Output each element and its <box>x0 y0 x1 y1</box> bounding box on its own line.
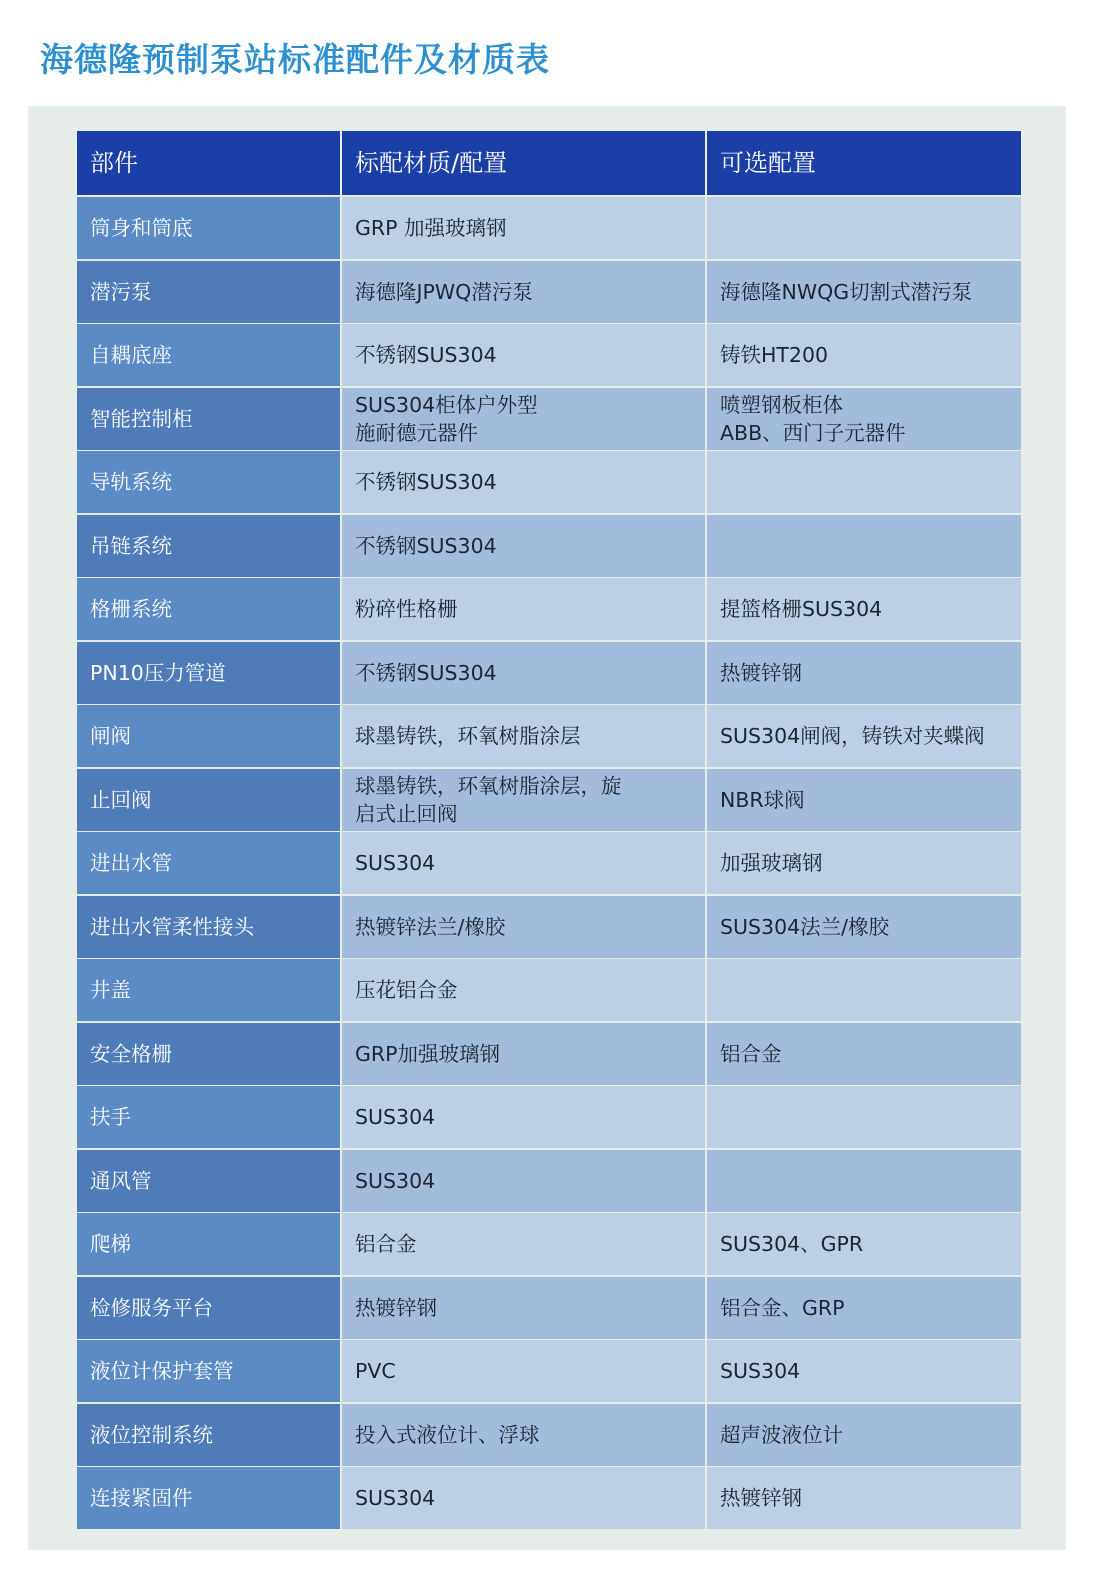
part-cell: 扶手 <box>77 1086 340 1148</box>
optional-cell-line: 热镀锌钢 <box>720 1486 802 1510</box>
standard-cell <box>342 769 705 831</box>
standard-cell <box>342 388 705 450</box>
standard-cell <box>342 515 705 577</box>
part-cell: 爬梯 <box>77 1213 340 1275</box>
standard-cell-line: SUS304 <box>355 1486 436 1510</box>
standard-cell-line: SUS304柜体户外型 <box>355 392 538 417</box>
optional-cell-line: SUS304闸阀，铸铁对夹蝶阀 <box>720 724 985 748</box>
table-header-row <box>77 131 1021 195</box>
part-cell: 闸阀 <box>77 705 340 767</box>
optional-cell-line: NBR球阀 <box>720 787 805 812</box>
part-cell: 进出水管柔性接头 <box>77 896 340 958</box>
part-cell: 自耦底座 <box>77 324 340 386</box>
standard-cell <box>342 578 705 640</box>
part-cell: 液位计保护套管 <box>77 1340 340 1402</box>
standard-cell <box>342 197 705 259</box>
optional-cell-line: SUS304 <box>720 1359 801 1383</box>
standard-cell-line: 粉碎性格栅 <box>355 597 458 621</box>
standard-cell <box>342 1213 705 1275</box>
header-part: 部件 <box>77 131 340 195</box>
standard-cell <box>342 1340 705 1402</box>
standard-cell-line: 热镀锌钢 <box>355 1295 437 1320</box>
optional-cell <box>707 515 1021 577</box>
standard-cell-line: 热镀锌法兰/橡胶 <box>355 914 506 939</box>
standard-cell-line: SUS304 <box>355 1105 436 1129</box>
standard-cell <box>342 1023 705 1085</box>
table-row <box>77 515 1021 577</box>
standard-cell-line: 施耐德元器件 <box>355 420 478 445</box>
table-row <box>77 388 1021 450</box>
standard-cell-line: 球墨铸铁，环氧树脂涂层，旋 <box>355 773 622 798</box>
part-cell: 止回阀 <box>77 769 340 831</box>
table-row <box>77 896 1021 958</box>
table-row <box>77 1086 1021 1148</box>
table-row <box>77 1404 1021 1466</box>
optional-cell <box>707 959 1021 1021</box>
optional-cell <box>707 261 1021 323</box>
standard-cell-line: SUS304 <box>355 851 436 875</box>
standard-cell <box>342 896 705 958</box>
table-row <box>77 1150 1021 1212</box>
table-row <box>77 1023 1021 1085</box>
optional-cell-line: ABB、西门子元器件 <box>720 420 906 445</box>
standard-cell-line: 球墨铸铁，环氧树脂涂层 <box>355 724 581 748</box>
table-row <box>77 451 1021 513</box>
standard-cell <box>342 451 705 513</box>
table-row <box>77 959 1021 1021</box>
optional-cell <box>707 1150 1021 1212</box>
optional-cell-line: 铸铁HT200 <box>720 343 829 367</box>
optional-cell-line: SUS304法兰/橡胶 <box>720 914 890 939</box>
table-row <box>77 1340 1021 1402</box>
optional-cell <box>707 832 1021 894</box>
part-cell: 导轨系统 <box>77 451 340 513</box>
part-cell: PN10压力管道 <box>77 642 340 704</box>
optional-cell <box>707 197 1021 259</box>
standard-cell-line: SUS304 <box>355 1168 436 1193</box>
optional-cell-line: 铝合金、GRP <box>720 1295 845 1320</box>
optional-cell-line: SUS304、GPR <box>720 1232 864 1256</box>
optional-cell <box>707 1086 1021 1148</box>
table-row <box>77 197 1021 259</box>
header-optional: 可选配置 <box>707 131 1021 195</box>
part-cell: 液位控制系统 <box>77 1404 340 1466</box>
standard-cell <box>342 261 705 323</box>
part-cell: 吊链系统 <box>77 515 340 577</box>
part-cell: 筒身和筒底 <box>77 197 340 259</box>
optional-cell <box>707 324 1021 386</box>
optional-cell <box>707 1213 1021 1275</box>
part-cell: 智能控制柜 <box>77 388 340 450</box>
standard-cell-line: 铝合金 <box>355 1232 417 1256</box>
standard-cell <box>342 1467 705 1529</box>
standard-cell-line: 不锈钢SUS304 <box>355 533 497 558</box>
table-row <box>77 642 1021 704</box>
optional-cell-line: 加强玻璃钢 <box>720 851 823 875</box>
optional-cell <box>707 1277 1021 1339</box>
part-cell: 潜污泵 <box>77 261 340 323</box>
optional-cell <box>707 642 1021 704</box>
optional-cell-line: 热镀锌钢 <box>720 660 802 685</box>
part-cell: 连接紧固件 <box>77 1467 340 1529</box>
table-row <box>77 1213 1021 1275</box>
part-cell: 检修服务平台 <box>77 1277 340 1339</box>
table-row <box>77 578 1021 640</box>
standard-cell <box>342 1404 705 1466</box>
part-cell: 格栅系统 <box>77 578 340 640</box>
standard-cell-line: 启式止回阀 <box>355 801 458 826</box>
optional-cell <box>707 1340 1021 1402</box>
standard-cell-line: 投入式液位计、浮球 <box>355 1422 540 1447</box>
optional-cell-line: 海德隆NWQG切割式潜污泵 <box>720 279 973 304</box>
page-title: 海德隆预制泵站标准配件及材质表 <box>40 40 550 79</box>
standard-cell-line: PVC <box>355 1359 396 1383</box>
optional-cell <box>707 578 1021 640</box>
standard-cell <box>342 1086 705 1148</box>
optional-cell <box>707 388 1021 450</box>
part-cell: 通风管 <box>77 1150 340 1212</box>
table-row <box>77 705 1021 767</box>
header-standard: 标配材质/配置 <box>342 131 705 195</box>
standard-cell <box>342 959 705 1021</box>
materials-table <box>77 131 1021 1531</box>
optional-cell <box>707 896 1021 958</box>
table-row <box>77 261 1021 323</box>
optional-cell <box>707 451 1021 513</box>
optional-cell <box>707 1404 1021 1466</box>
standard-cell <box>342 1277 705 1339</box>
optional-cell <box>707 1467 1021 1529</box>
standard-cell <box>342 324 705 386</box>
standard-cell-line: 海德隆JPWQ潜污泵 <box>355 279 533 304</box>
optional-cell-line: 超声波液位计 <box>720 1422 843 1447</box>
standard-cell <box>342 832 705 894</box>
optional-cell-line: 铝合金 <box>720 1041 782 1066</box>
standard-cell <box>342 705 705 767</box>
optional-cell <box>707 769 1021 831</box>
standard-cell-line: GRP 加强玻璃钢 <box>355 216 507 240</box>
optional-cell-line: 提篮格栅SUS304 <box>720 597 883 621</box>
standard-cell <box>342 1150 705 1212</box>
part-cell: 井盖 <box>77 959 340 1021</box>
table-row <box>77 324 1021 386</box>
optional-cell <box>707 1023 1021 1085</box>
part-cell: 进出水管 <box>77 832 340 894</box>
standard-cell-line: 不锈钢SUS304 <box>355 660 497 685</box>
table-row <box>77 769 1021 831</box>
standard-cell-line: GRP加强玻璃钢 <box>355 1041 500 1066</box>
optional-cell <box>707 705 1021 767</box>
standard-cell-line: 不锈钢SUS304 <box>355 343 497 367</box>
part-cell: 安全格栅 <box>77 1023 340 1085</box>
table-row <box>77 1467 1021 1529</box>
standard-cell-line: 压花铝合金 <box>355 978 458 1002</box>
table-row <box>77 832 1021 894</box>
table-row <box>77 1277 1021 1339</box>
standard-cell-line: 不锈钢SUS304 <box>355 470 497 494</box>
optional-cell-line: 喷塑钢板柜体 <box>720 392 843 417</box>
standard-cell <box>342 642 705 704</box>
